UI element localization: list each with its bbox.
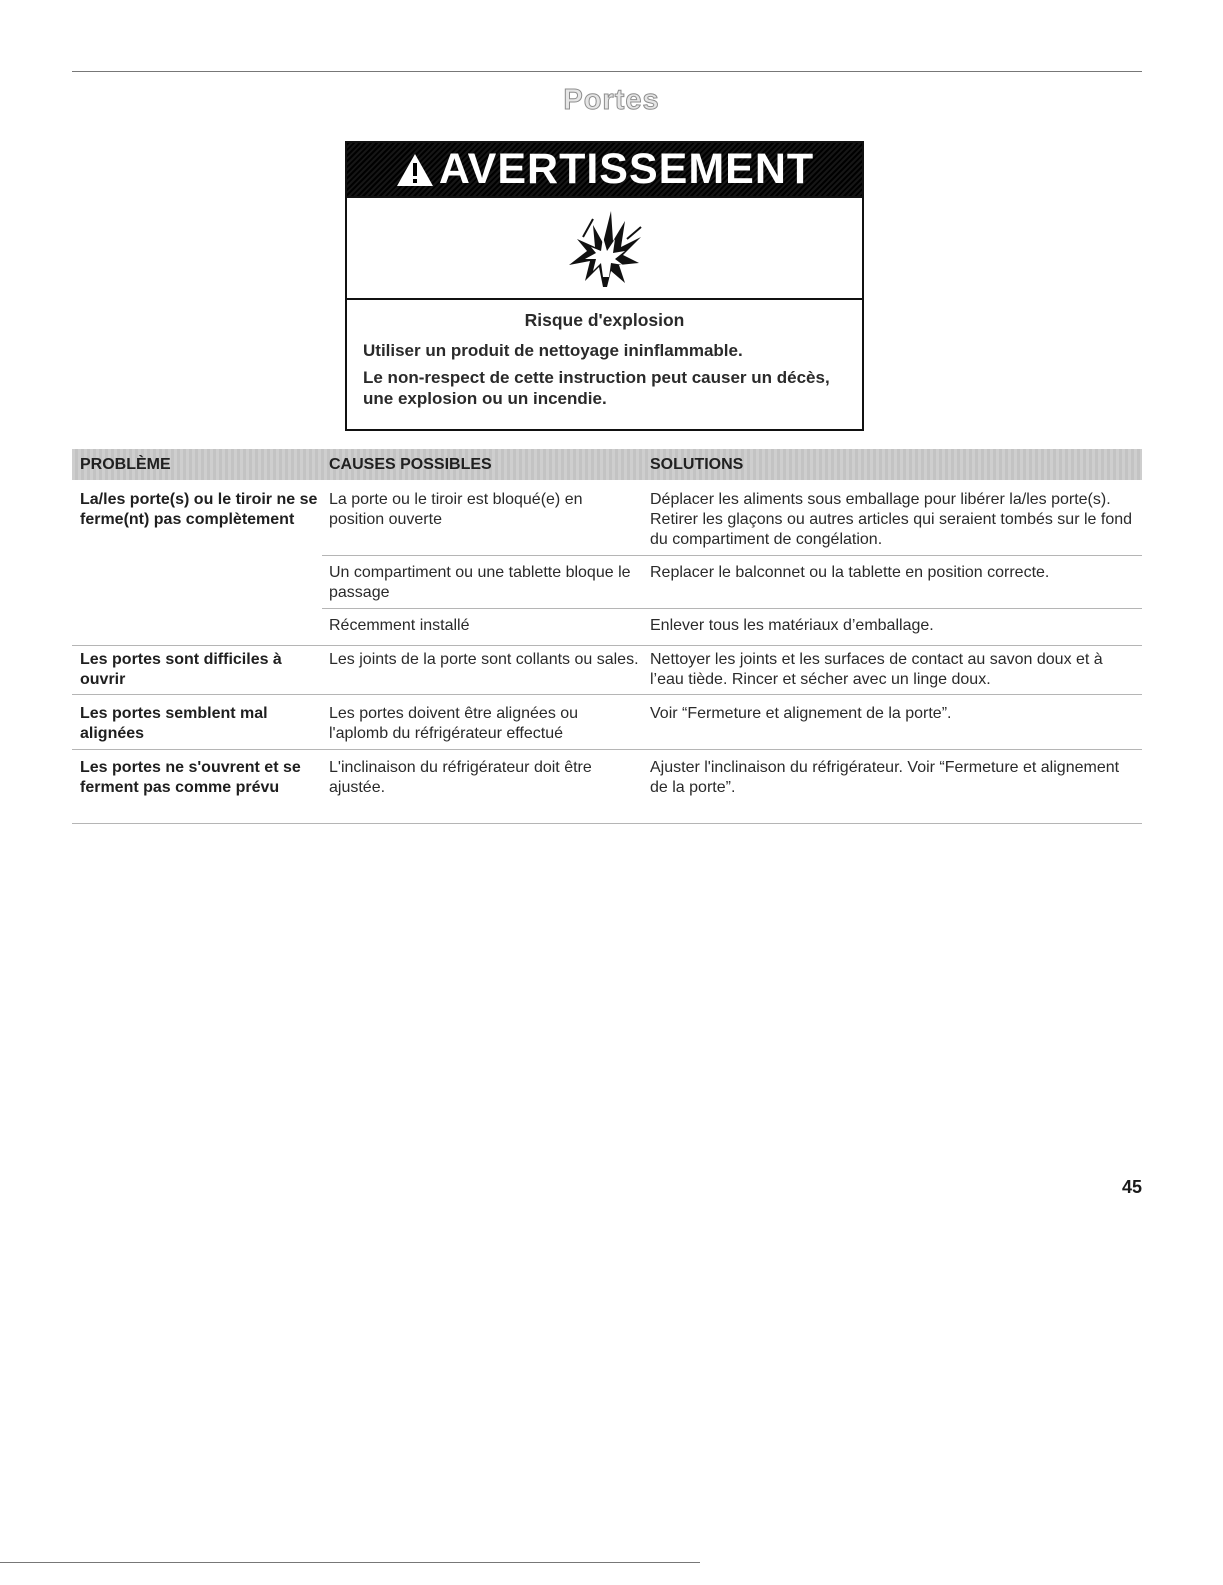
warning-line-2: Le non-respect de cette instruction peut causer un décès, une explosion ou un incendie. — [363, 368, 830, 408]
warning-header — [347, 143, 862, 198]
warning-risk: Risque d'explosion — [524, 310, 685, 330]
problem-text: La/les porte(s) ou le tiroir ne se ferme(nt) pas complètement — [80, 491, 318, 528]
explosion-icon-box — [347, 198, 862, 300]
solution-text: Ajuster l'inclinaison du réfrigérateur. Voir “Fermeture et alignement de la porte”. — [650, 759, 1120, 796]
problem-text: Les portes ne s'ouvrent et se ferment pas comme prévu — [80, 759, 301, 796]
warning-heading: AVERTISSEMENT — [438, 145, 815, 193]
row-divider — [322, 555, 1142, 556]
warning-text — [347, 300, 862, 409]
solution-text: Replacer le balconnet ou la tablette en position correcte. — [650, 564, 1050, 581]
top-rule — [72, 71, 1142, 72]
page-title: Portes — [563, 84, 660, 116]
table-row — [72, 756, 1142, 831]
cause-text: Un compartiment ou une tablette bloque le passage — [329, 564, 631, 601]
solution-text: Enlever tous les matériaux d’emballage. — [650, 617, 934, 634]
row-divider — [72, 749, 1142, 750]
header-causes: CAUSES POSSIBLES — [329, 455, 492, 473]
solution-text: Voir “Fermeture et alignement de la porte”. — [650, 705, 952, 722]
warning-triangle-icon — [395, 152, 435, 188]
row-divider — [72, 823, 1142, 824]
cause-text: La porte ou le tiroir est bloqué(e) en position ouverte — [329, 491, 583, 528]
problem-text: Les portes sont difficiles à ouvrir — [80, 651, 282, 688]
table-row — [72, 701, 1142, 756]
explosion-icon — [563, 207, 647, 289]
cause-text: L'inclinaison du réfrigérateur doit être ajustée. — [329, 759, 592, 796]
solution-text: Nettoyer les joints et les surfaces de contact au savon doux et à l’eau tiède. Rincer et sécher avec un linge doux. — [650, 651, 1103, 688]
row-divider — [72, 645, 1142, 646]
row-divider — [72, 694, 1142, 695]
cause-text: Les joints de la porte sont collants ou sales. — [329, 651, 639, 668]
row-divider — [322, 608, 1142, 609]
page-number: 45 — [1121, 1177, 1142, 1197]
header-solutions: SOLUTIONS — [650, 455, 744, 473]
table-header — [72, 449, 1142, 480]
table-row — [72, 647, 1142, 701]
table-row — [72, 480, 1142, 647]
cause-text: Récemment installé — [329, 617, 470, 634]
solution-text: Déplacer les aliments sous emballage pour libérer la/les porte(s). Retirer les glaçons ou autres articles qui seraient tombés sur le fond du compartiment de congélation. — [650, 491, 1133, 548]
bottom-rule — [0, 1562, 700, 1563]
troubleshooting-table — [72, 449, 1142, 831]
problem-text: Les portes semblent mal alignées — [80, 705, 268, 742]
warning-box — [345, 141, 864, 431]
warning-line-1: Utiliser un produit de nettoyage ininflammable. — [363, 341, 743, 360]
cause-text: Les portes doivent être alignées ou l'aplomb du réfrigérateur effectué — [329, 705, 579, 742]
header-problem: PROBLÈME — [80, 455, 171, 473]
